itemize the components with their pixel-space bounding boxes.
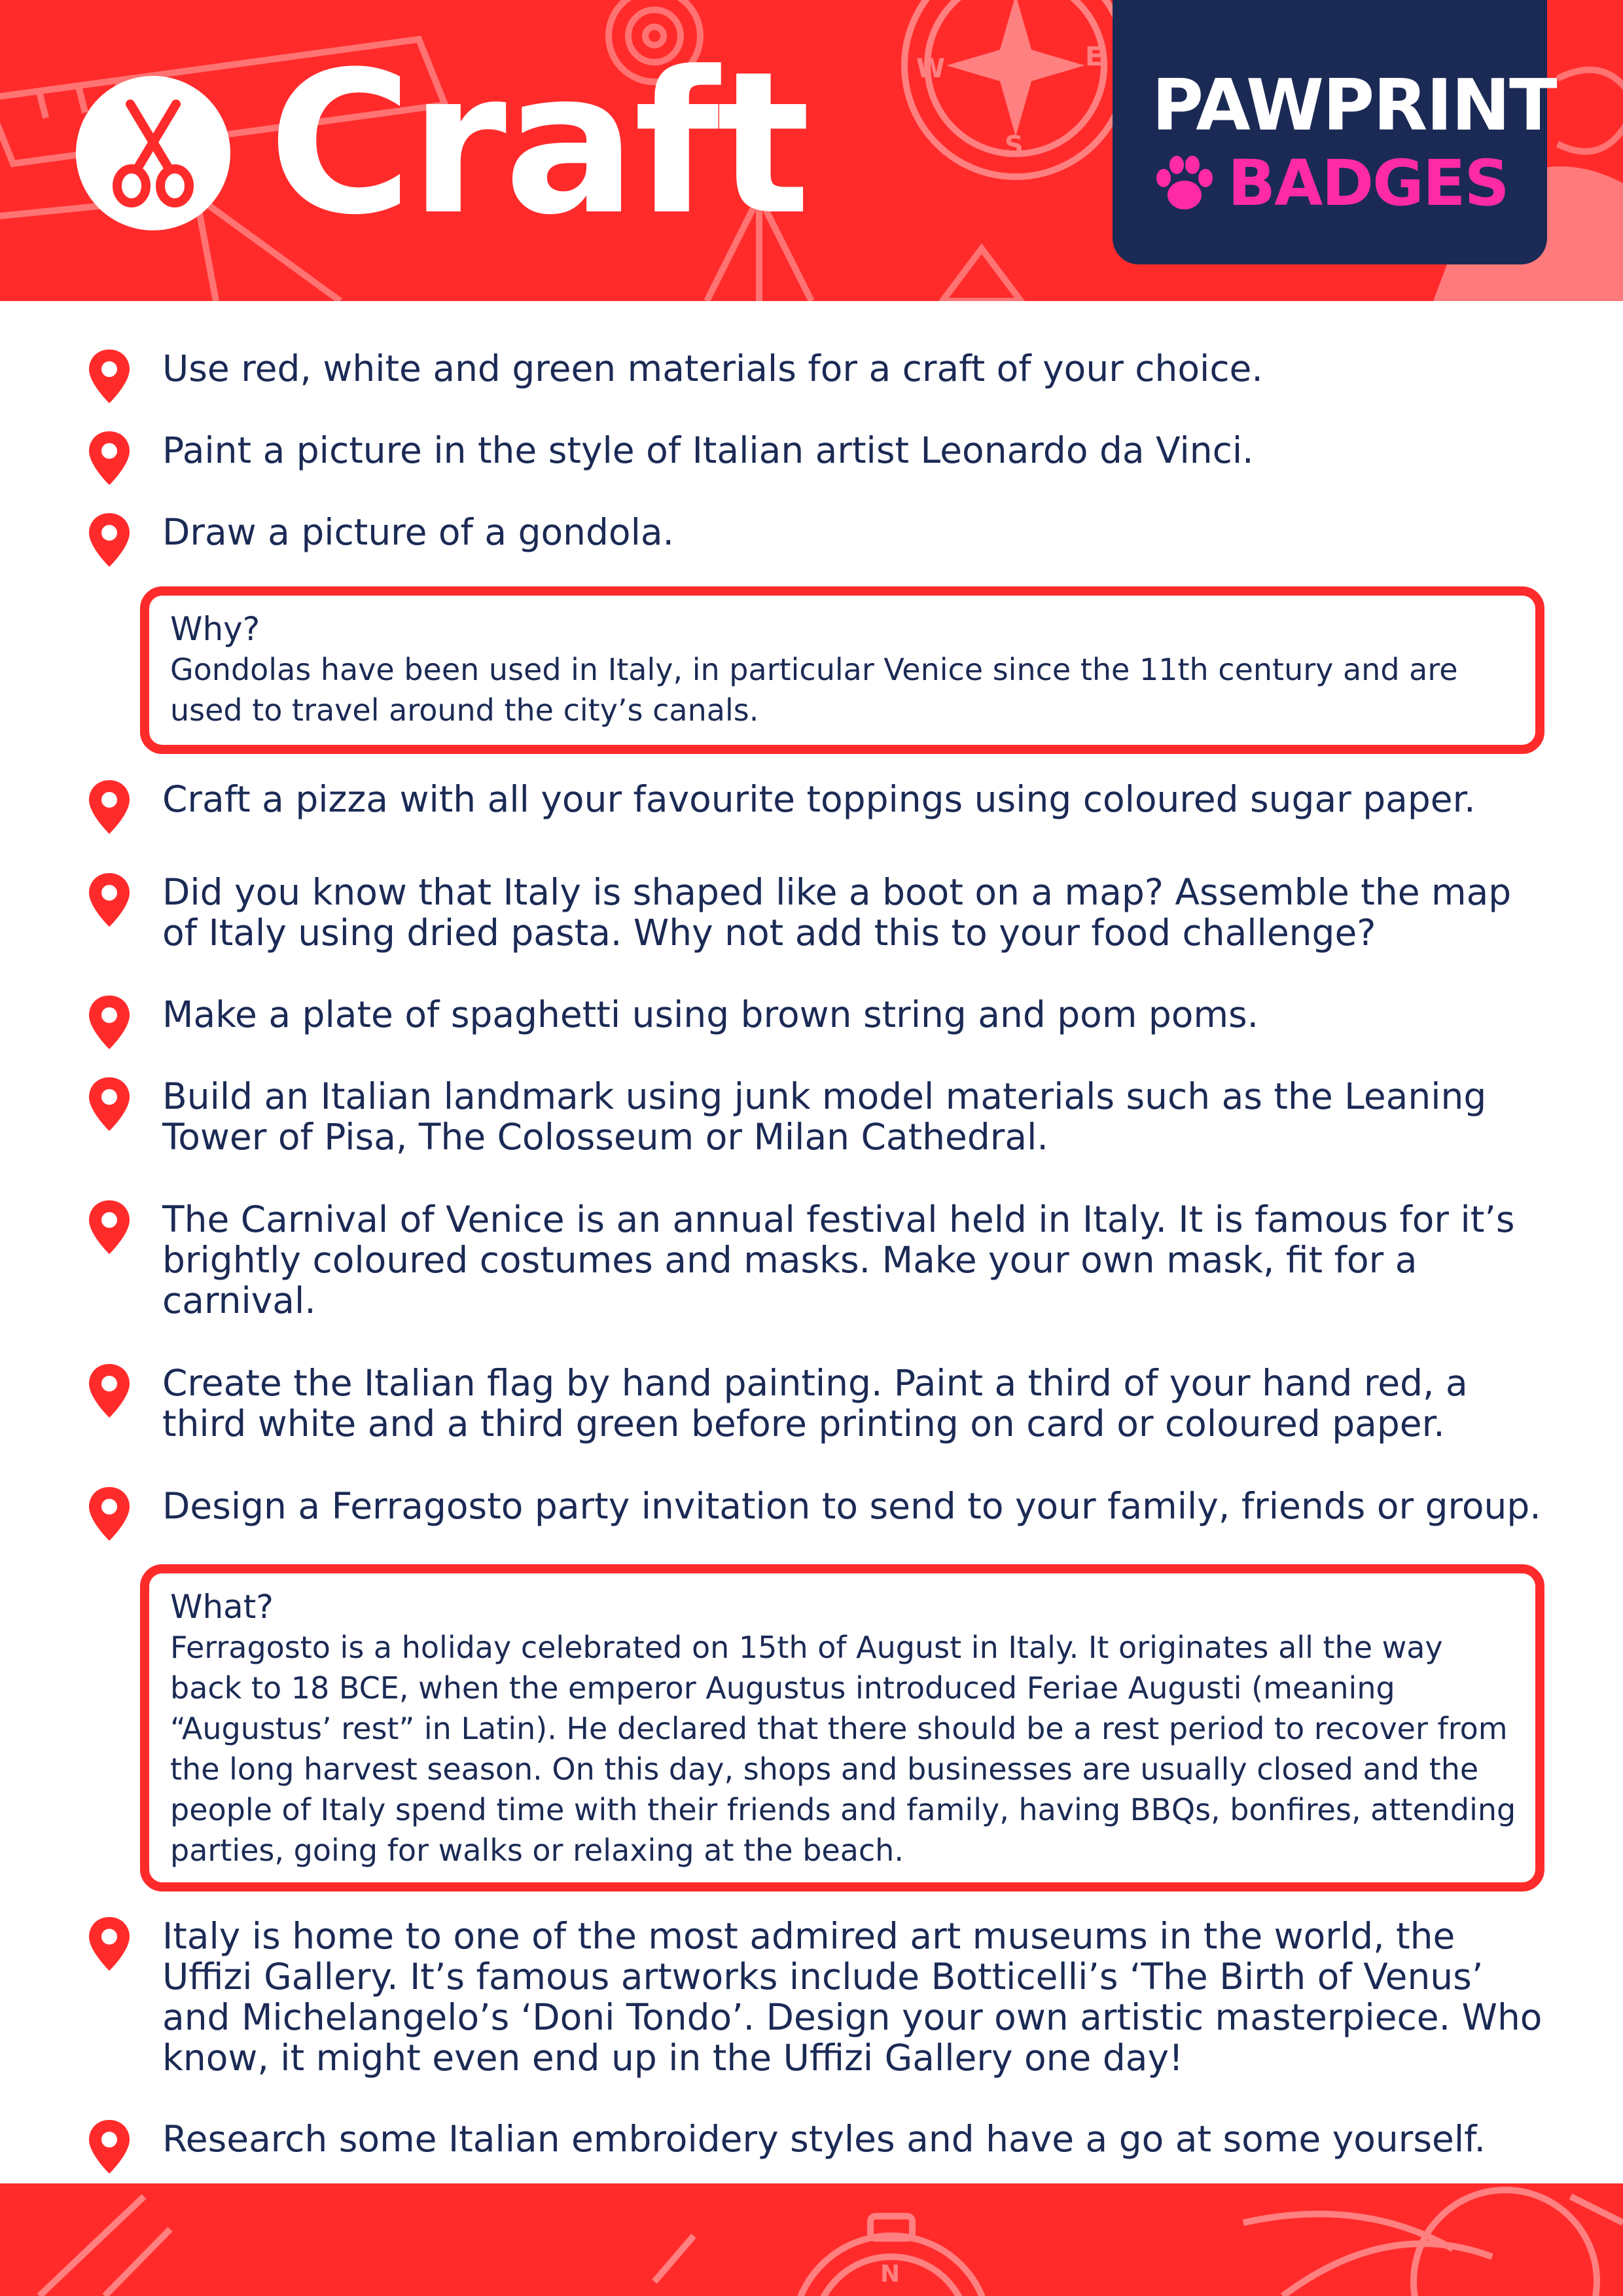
map-pin-icon bbox=[86, 778, 132, 836]
map-pin-icon bbox=[86, 429, 132, 488]
map-pin-icon bbox=[86, 347, 132, 406]
brand-logo bbox=[1113, 0, 1556, 264]
what-note-heading: What? bbox=[170, 1588, 274, 1626]
list-item-text: Make a plate of spaghetti using brown string and pom poms. bbox=[162, 994, 1259, 1035]
activity-list bbox=[0, 301, 1623, 2186]
map-pin-icon bbox=[86, 1198, 132, 1257]
map-pin-icon bbox=[86, 511, 132, 569]
brand-name-bottom-row bbox=[1152, 144, 1531, 223]
brand-name-bottom: BADGES bbox=[1228, 147, 1508, 220]
what-note-body: Ferragosto is a holiday celebrated on 15th of August in Italy. It originates all the way back to 18 BCE, when the emperor Augustus introduced Feriae Augusti (meaning “Augustus’ rest” in Latin). He declared that there should be a rest period to recover from the long harvest season. On this day, shops and businesses are usually closed and the people of Italy spend time with their friends and family, having BBQs, bonfires, attending parties, going for walks or relaxing at the beach. bbox=[170, 1630, 1516, 1868]
list-item-text: Build an Italian landmark using junk model materials such as the Leaning Tower of Pisa, The Colosseum or Milan Cathedral. bbox=[162, 1075, 1487, 1158]
page-title: Craft bbox=[268, 29, 808, 258]
why-note-box bbox=[140, 586, 1544, 754]
list-item-text: Use red, white and green materials for a craft of your choice. bbox=[162, 348, 1263, 389]
map-pin-icon bbox=[86, 993, 132, 1052]
map-pin-icon bbox=[86, 2117, 132, 2176]
compass-letter-n: N bbox=[880, 2261, 901, 2287]
map-pin-icon bbox=[86, 1361, 132, 1420]
paw-icon bbox=[1152, 151, 1217, 216]
list-item-text: Create the Italian flag by hand painting. Paint a third of your hand red, a third white and a third green before printing on card or coloured paper. bbox=[162, 1362, 1468, 1444]
list-item-text: Craft a pizza with all your favourite toppings using coloured sugar paper. bbox=[162, 778, 1476, 820]
map-pin-icon bbox=[86, 1484, 132, 1543]
list-item-text: Research some Italian embroidery styles and have a go at some yourself. bbox=[162, 2118, 1486, 2160]
why-note-heading: Why? bbox=[170, 610, 260, 648]
compass-letter-s: S bbox=[1005, 131, 1024, 161]
footer-banner bbox=[0, 2183, 1623, 2296]
scissors-icon bbox=[76, 76, 230, 230]
list-item-text: The Carnival of Venice is an annual festival held in Italy. It is famous for it’s brightly coloured costumes and masks. Make your own mask, fit for a carnival. bbox=[162, 1198, 1515, 1321]
list-item-text: Paint a picture in the style of Italian artist Leonardo da Vinci. bbox=[162, 429, 1254, 471]
compass-letter-w: W bbox=[916, 54, 946, 84]
list-item-text: Design a Ferragosto party invitation to send to your family, friends or group. bbox=[162, 1485, 1541, 1527]
list-item-text: Italy is home to one of the most admired art museums in the world, the Uffizi Gallery. It’s famous artworks include Botticelli’s ‘The Birth of Venus’ and Michelangelo’s ‘Doni Tondo’. Design your own artistic masterpiece. Who know, it might even end up in the Uffizi Gallery one day! bbox=[162, 1915, 1543, 2079]
what-note-box bbox=[140, 1564, 1544, 1892]
brand-name-top: PAWPRINT bbox=[1152, 65, 1556, 147]
list-item-text: Did you know that Italy is shaped like a boot on a map? Assemble the map of Italy using dried pasta. Why not add this to your food challenge? bbox=[162, 871, 1512, 954]
list-item-text: Draw a picture of a gondola. bbox=[162, 511, 675, 553]
compass-letter-e: E bbox=[1085, 42, 1103, 72]
map-pin-icon bbox=[86, 1075, 132, 1134]
header-banner bbox=[0, 0, 1623, 301]
footer-pattern-decoration bbox=[0, 2183, 1623, 2296]
map-pin-icon bbox=[86, 1914, 132, 1973]
map-pin-icon bbox=[86, 870, 132, 929]
why-note-body: Gondolas have been used in Italy, in particular Venice since the 11th century and are used to travel around the city’s canals. bbox=[170, 652, 1458, 728]
